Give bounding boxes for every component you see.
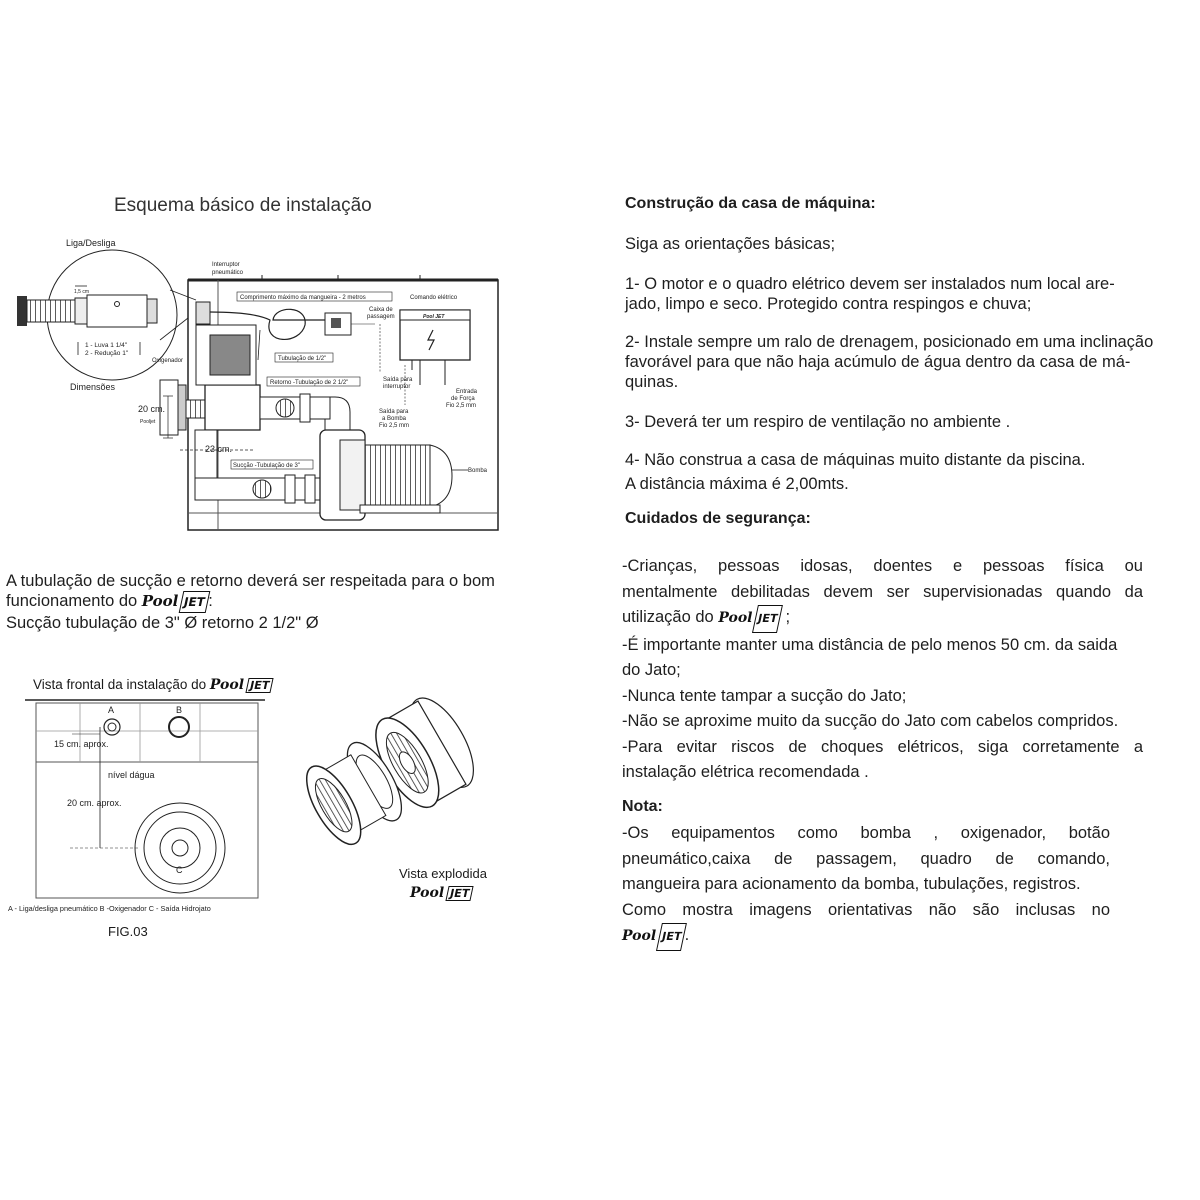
- svg-text:Saída para: Saída para: [383, 377, 413, 383]
- svg-text:Entrada: Entrada: [456, 389, 478, 395]
- svg-text:B: B: [176, 705, 183, 715]
- exploded-view-logo: [410, 884, 473, 902]
- pooljet-logo: Pool JET: [410, 885, 473, 901]
- svg-text:interruptor: interruptor: [383, 384, 411, 390]
- svg-text:Fio 2,5 mm: Fio 2,5 mm: [379, 423, 410, 429]
- svg-text:Tubulação de 1/2": Tubulação de 1/2": [278, 356, 327, 362]
- svg-text:20 cm.: 20 cm.: [138, 404, 166, 414]
- svg-text:15 cm. aprox.: 15 cm. aprox.: [54, 739, 109, 749]
- svg-text:C: C: [176, 865, 183, 875]
- front-view-diagram: [0, 690, 280, 950]
- installation-diagram: [0, 225, 600, 545]
- safety-list: -Crianças, pessoas idosas, doentes e pessoas física ou mentalmente debilitadas devem ser supervisionadas quando da utilização do Pool JET ; -É importante manter uma distância de pelo menos 50 cm. da saida do Jato; -Nunca tente tampar a sucção do Jato; -Não se aproxime muito da sucção do Jato com cabelos compridos. -Para evitar riscos de choques elétricos, siga corretamente a instalação elétrica recomendada .: [622, 557, 1143, 781]
- svg-text:1,5 cm: 1,5 cm: [74, 289, 90, 295]
- svg-text:Fio 2,5 mm: Fio 2,5 mm: [446, 403, 477, 409]
- instruction-1: 1- O motor e o quadro elétrico devem ser instalados num local are- jado, limpo e seco. Protegido contra respingos e chuva;: [625, 275, 1115, 313]
- svg-text:20 cm. aprox.: 20 cm. aprox.: [67, 798, 122, 808]
- svg-text:Oxigenador: Oxigenador: [152, 358, 184, 364]
- svg-text:passagem: passagem: [367, 314, 395, 320]
- exploded-view-label: Vista explodida: [399, 866, 487, 881]
- exploded-view-drawing: [295, 690, 515, 890]
- svg-text:A - Liga/desliga pneumático: A - Liga/desliga pneumático B -Oxigenador C - Saída Hidrojato: [8, 904, 211, 913]
- svg-text:Interruptor: Interruptor: [212, 262, 240, 268]
- heading-construction: Construção da casa de máquina:: [625, 195, 876, 212]
- svg-text:a Bomba: a Bomba: [382, 416, 407, 422]
- fig-caption: FIG.03: [108, 924, 148, 939]
- svg-text:Saída para: Saída para: [379, 409, 409, 415]
- svg-text:23 cm.: 23 cm.: [205, 444, 233, 454]
- svg-text:Bomba: Bomba: [468, 468, 488, 474]
- control-box: [400, 310, 470, 385]
- pooljet-logo: Pool JET: [142, 591, 208, 613]
- svg-text:nível dágua: nível dágua: [108, 770, 155, 780]
- svg-text:de Força: de Força: [451, 396, 475, 402]
- instruction-2: 2- Instale sempre um ralo de drenagem, posicionado em uma inclinação favorável para que não haja acúmulo de água dentro da casa de má- quinas.: [625, 333, 1154, 391]
- component-c: [135, 803, 225, 893]
- svg-text:Retorno -Tubulação de 2 1/2": Retorno -Tubulação de 2 1/2": [270, 380, 349, 386]
- left-title: Esquema básico de instalação: [114, 195, 372, 216]
- svg-text:Comando elétrico: Comando elétrico: [410, 295, 458, 301]
- front-view-title: Vista frontal da instalação do Pool JET: [33, 677, 272, 693]
- label-liga-desliga: Liga/Desliga: [66, 238, 116, 248]
- pooljet-logo: Pool JET: [622, 923, 685, 951]
- component-b: [169, 717, 189, 737]
- svg-text:Dimensões: Dimensões: [70, 382, 116, 392]
- intro-text: Siga as orientações básicas;: [625, 235, 836, 253]
- button-knurled: [17, 296, 27, 326]
- component-a: [104, 719, 120, 735]
- tubing-paragraph: A tubulação de sucção e retorno deverá ser respeitada para o bom funcionamento do Pool JET: Sucção tubulação de 3" Ø retorno 2 1/2" Ø: [6, 572, 495, 632]
- note-text: -Os equipamentos como bomba , oxigenador, botão pneumático,caixa de passagem, quadro de comando, mangueira para acionamento da bomba, tubulações, registros. Como mostra imagens orientativas não são inclusas no Pool JET.: [622, 821, 1110, 951]
- svg-text:Pooljet: Pooljet: [140, 419, 156, 425]
- svg-text:Sucção -Tubulação de 3": Sucção -Tubulação de 3": [233, 463, 300, 469]
- svg-text:A: A: [108, 705, 115, 715]
- pooljet-logo: Pool JET: [718, 605, 781, 633]
- svg-text:pneumático: pneumático: [212, 270, 244, 276]
- pooljet-logo: Pool JET: [210, 677, 273, 693]
- svg-text:Caixa de: Caixa de: [369, 307, 393, 313]
- svg-text:2 - Redução 1": 2 - Redução 1": [85, 350, 129, 357]
- heading-safety: Cuidados de segurança:: [625, 510, 811, 527]
- heading-note: Nota:: [622, 798, 663, 815]
- pump: [320, 430, 468, 520]
- svg-text:Pool JET: Pool JET: [423, 314, 445, 320]
- instruction-3: 3- Deverá ter um respiro de ventilação no ambiente .: [625, 413, 1011, 431]
- instruction-4: 4- Não construa a casa de máquinas muito distante da piscina. A distância máxima é 2,00mts.: [625, 451, 1086, 493]
- svg-text:1 - Luva 1 1/4": 1 - Luva 1 1/4": [85, 342, 128, 349]
- svg-text:Comprimento máximo da mangueir: Comprimento máximo da mangueira - 2 metros: [240, 295, 366, 301]
